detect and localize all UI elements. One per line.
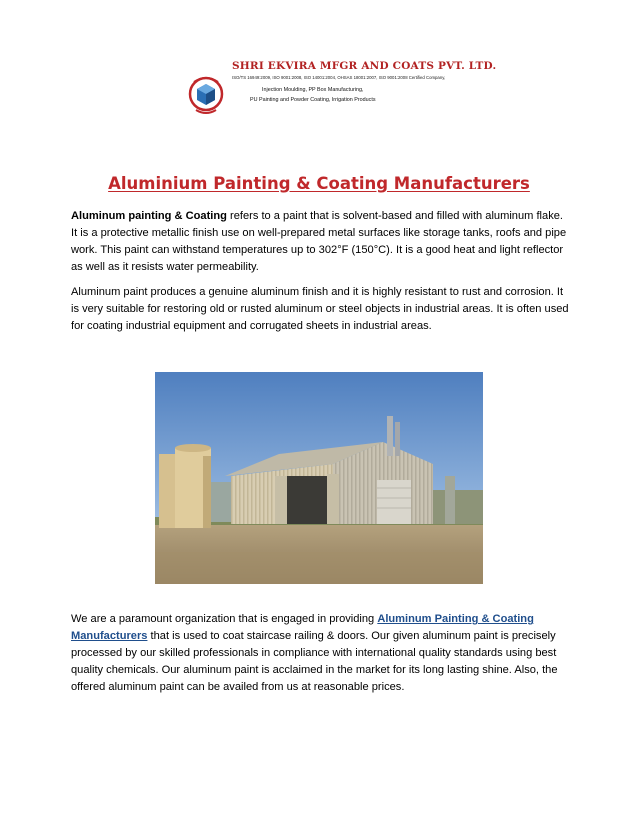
company-emblem-icon — [188, 72, 224, 118]
aluminum-painting-link[interactable]: Aluminum Painting & Coating Manufacturers — [71, 613, 534, 642]
service-line-1: Injection Moulding, PP Box Manufacturing, — [262, 87, 364, 93]
certification-line: ISO/TS 16949:2009, ISO 9001:2008, ISO 14001:2004, OHSAS 18001:2007, ISO 9001:2008 Certified Company, — [232, 75, 446, 80]
organization-paragraph — [71, 611, 571, 696]
company-name: SHRI EKVIRA MFGR AND COATS PVT. LTD. — [232, 60, 497, 72]
intro-paragraph — [71, 208, 571, 276]
finish-paragraph — [71, 284, 571, 335]
service-line-2: PU Painting and Powder Coating, Irrigation Products — [250, 97, 376, 103]
org-text-after: that is used to coat staircase railing & doors. Our given aluminum paint is precisely processed by our skilled professionals in compliance with international quality standards using best quality chemicals. Our aluminum paint is acclaimed in the market for its long lasting shine. Also, the offered aluminum paint can be availed from us at reasonable prices. — [71, 630, 558, 693]
intro-bold-term: Aluminum painting & Coating — [71, 210, 227, 222]
industrial-building-photo — [155, 372, 483, 584]
page-title: Aluminium Painting & Coating Manufacturers — [108, 174, 530, 193]
org-text-before: We are a paramount organization that is engaged in providing — [71, 613, 378, 625]
building-illustration — [155, 372, 483, 584]
company-logo-header — [188, 60, 497, 130]
intro-text: refers to a paint that is solvent-based and filled with aluminum flake. It is a protective metallic finish use on well-prepared metal surfaces like storage tanks, roofs and pipe work. This paint can withstand temperatures up to 302°F (150°C). It is a good heat and light reflector as well as it resists water permeability. — [71, 210, 567, 273]
finish-text: Aluminum paint produces a genuine aluminum finish and it is highly resistant to rust and corrosion. It is very suitable for restoring old or rusted aluminum or steel objects in industrial areas. It is often used for coating industrial equipment and corrugated sheets in industrial areas. — [71, 286, 569, 332]
